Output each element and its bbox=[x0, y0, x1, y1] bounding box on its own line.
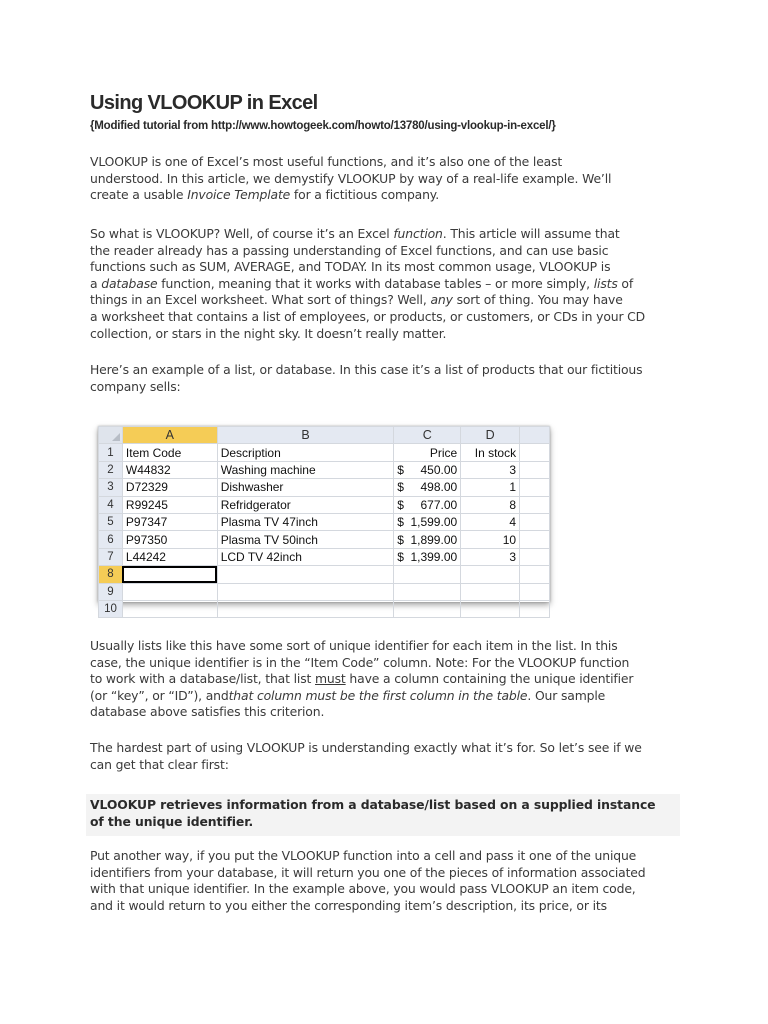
in-stock-cell[interactable]: 8 bbox=[461, 496, 520, 513]
text-line: a database function, meaning that it works with database tables – or more simply, lists of bbox=[90, 275, 634, 291]
item-code-cell[interactable]: D72329 bbox=[122, 479, 217, 496]
column-header-d[interactable]: D bbox=[461, 427, 520, 444]
text-line: VLOOKUP is one of Excel’s most useful functions, and it’s also one of the least bbox=[90, 154, 563, 169]
in-stock-cell[interactable]: 10 bbox=[461, 531, 520, 548]
empty-cell[interactable] bbox=[520, 600, 550, 617]
table-row bbox=[99, 513, 550, 530]
empty-cell[interactable] bbox=[520, 583, 550, 600]
description-cell[interactable]: Refridgerator bbox=[217, 496, 394, 513]
empty-cell[interactable] bbox=[394, 600, 461, 617]
empty-cell[interactable] bbox=[217, 600, 394, 617]
empty-cell[interactable] bbox=[217, 566, 394, 583]
empty-cell[interactable] bbox=[520, 531, 550, 548]
empty-cell[interactable] bbox=[520, 461, 550, 478]
text-line: to work with a database/list, that list must have a column containing the unique identifier bbox=[90, 671, 634, 687]
spreadsheet-table bbox=[98, 426, 550, 618]
text-line: with that unique identifier. In the example above, you would pass VLOOKUP an item code, bbox=[90, 881, 636, 897]
table-row bbox=[99, 531, 550, 548]
hardest-part-paragraph bbox=[90, 740, 690, 773]
example-paragraph bbox=[90, 362, 690, 395]
text-line: a worksheet that contains a list of employees, or products, or customers, or CDs in your CD bbox=[90, 308, 646, 324]
description-cell[interactable]: Plasma TV 47inch bbox=[217, 513, 394, 530]
item-code-cell[interactable]: R99245 bbox=[122, 496, 217, 513]
table-header-row bbox=[99, 444, 550, 461]
empty-cell[interactable] bbox=[520, 566, 550, 583]
empty-cell[interactable] bbox=[520, 548, 550, 565]
table-row bbox=[99, 600, 550, 617]
row-header[interactable]: 10 bbox=[99, 600, 123, 617]
item-code-cell[interactable]: P97347 bbox=[122, 513, 217, 530]
in-stock-cell[interactable]: 3 bbox=[461, 548, 520, 565]
row-header[interactable]: 8 bbox=[99, 566, 123, 583]
column-header-b[interactable]: B bbox=[217, 427, 394, 444]
table-row bbox=[99, 566, 550, 583]
column-header-row bbox=[99, 427, 550, 444]
text-line: company sells: bbox=[90, 378, 181, 394]
table-row bbox=[99, 496, 550, 513]
another-way-paragraph bbox=[90, 848, 690, 914]
header-cell[interactable]: Item Code bbox=[122, 444, 217, 461]
text-line: create a usable Invoice Template for a fictitious company. bbox=[90, 187, 440, 203]
spreadsheet-screenshot bbox=[98, 426, 550, 616]
column-header-c[interactable]: C bbox=[394, 427, 461, 444]
row-header[interactable]: 2 bbox=[99, 461, 123, 478]
row-header[interactable]: 1 bbox=[99, 444, 123, 461]
text-line: case, the unique identifier is in the “Item Code” column. Note: For the VLOOKUP function bbox=[90, 654, 630, 670]
text-line: So what is VLOOKUP? Well, of course it’s an Excel function. This article will assume that bbox=[90, 226, 620, 241]
price-cell[interactable]: $ 1,399.00 bbox=[394, 548, 461, 565]
text-line: Usually lists like this have some sort of unique identifier for each item in the list. In this bbox=[90, 638, 618, 653]
description-cell[interactable]: Dishwasher bbox=[217, 479, 394, 496]
description-cell[interactable]: LCD TV 42inch bbox=[217, 548, 394, 565]
in-stock-cell[interactable]: 4 bbox=[461, 513, 520, 530]
in-stock-cell[interactable]: 1 bbox=[461, 479, 520, 496]
item-code-cell[interactable]: L44242 bbox=[122, 548, 217, 565]
empty-cell[interactable] bbox=[520, 513, 550, 530]
text-line: can get that clear first: bbox=[90, 756, 229, 772]
column-header-a[interactable]: A bbox=[122, 427, 217, 444]
row-header[interactable]: 3 bbox=[99, 479, 123, 496]
price-cell[interactable]: $ 1,599.00 bbox=[394, 513, 461, 530]
text-line: (or “key”, or “ID”), andthat column must be the first column in the table. Our sample bbox=[90, 687, 606, 703]
text-line: the reader already has a passing understanding of Excel functions, and can use basic bbox=[90, 242, 609, 258]
select-all-corner[interactable] bbox=[99, 427, 123, 444]
description-cell[interactable]: Plasma TV 50inch bbox=[217, 531, 394, 548]
callout-line: of the unique identifier. bbox=[90, 813, 254, 829]
text-line: Here’s an example of a list, or database. In this case it’s a list of products that our fictitious bbox=[90, 362, 643, 377]
intro-paragraph bbox=[90, 154, 690, 204]
item-code-cell[interactable]: W44832 bbox=[122, 461, 217, 478]
header-cell[interactable]: In stock bbox=[461, 444, 520, 461]
row-header[interactable]: 7 bbox=[99, 548, 123, 565]
table-row bbox=[99, 583, 550, 600]
table-row bbox=[99, 548, 550, 565]
row-header[interactable]: 5 bbox=[99, 513, 123, 530]
empty-cell[interactable] bbox=[520, 496, 550, 513]
active-cell[interactable] bbox=[122, 566, 217, 583]
price-cell[interactable]: $ 498.00 bbox=[394, 479, 461, 496]
text-line: functions such as SUM, AVERAGE, and TODAY. In its most common usage, VLOOKUP is bbox=[90, 259, 611, 275]
definition-callout bbox=[86, 794, 680, 836]
page-title: Using VLOOKUP in Excel bbox=[90, 92, 318, 114]
text-line: and it would return to you either the corresponding item’s description, its price, or its bbox=[90, 897, 607, 913]
empty-cell[interactable] bbox=[520, 479, 550, 496]
text-line: collection, or stars in the night sky. It doesn’t really matter. bbox=[90, 325, 447, 341]
item-code-cell[interactable]: P97350 bbox=[122, 531, 217, 548]
empty-cell[interactable] bbox=[394, 566, 461, 583]
empty-cell[interactable] bbox=[461, 583, 520, 600]
price-cell[interactable]: $ 677.00 bbox=[394, 496, 461, 513]
header-cell[interactable]: Price bbox=[394, 444, 461, 461]
source-link[interactable]: {Modified tutorial from http://www.howtogeek.com/howto/13780/using-vlookup-in-excel/} bbox=[90, 120, 556, 132]
table-row bbox=[99, 479, 550, 496]
text-line: database above satisfies this criterion. bbox=[90, 704, 325, 720]
header-cell[interactable]: Description bbox=[217, 444, 394, 461]
text-line: identifiers from your database, it will return you one of the pieces of information associated bbox=[90, 864, 646, 880]
description-cell[interactable]: Washing machine bbox=[217, 461, 394, 478]
column-header-e[interactable] bbox=[520, 427, 550, 444]
empty-cell[interactable] bbox=[217, 583, 394, 600]
price-cell[interactable]: $ 450.00 bbox=[394, 461, 461, 478]
text-line: things in an Excel worksheet. What sort of things? Well, any sort of thing. You may have bbox=[90, 292, 623, 308]
empty-cell[interactable] bbox=[461, 600, 520, 617]
row-header[interactable]: 6 bbox=[99, 531, 123, 548]
empty-cell[interactable] bbox=[122, 600, 217, 617]
empty-cell[interactable] bbox=[461, 566, 520, 583]
price-cell[interactable]: $ 1,899.00 bbox=[394, 531, 461, 548]
what-is-paragraph bbox=[90, 226, 690, 342]
text-line: The hardest part of using VLOOKUP is understanding exactly what it’s for. So let’s see if we bbox=[90, 740, 642, 755]
empty-cell[interactable] bbox=[520, 444, 550, 461]
callout-line: VLOOKUP retrieves information from a database/list based on a supplied instance bbox=[90, 797, 656, 812]
text-line: Put another way, if you put the VLOOKUP function into a cell and pass it one of the unique bbox=[90, 848, 637, 863]
empty-cell[interactable] bbox=[394, 583, 461, 600]
in-stock-cell[interactable]: 3 bbox=[461, 461, 520, 478]
row-header[interactable]: 9 bbox=[99, 583, 123, 600]
empty-cell[interactable] bbox=[122, 583, 217, 600]
table-row bbox=[99, 461, 550, 478]
text-line: understood. In this article, we demystify VLOOKUP by way of a real-life example. We’ll bbox=[90, 170, 612, 186]
row-header[interactable]: 4 bbox=[99, 496, 123, 513]
identifier-paragraph bbox=[90, 638, 690, 721]
